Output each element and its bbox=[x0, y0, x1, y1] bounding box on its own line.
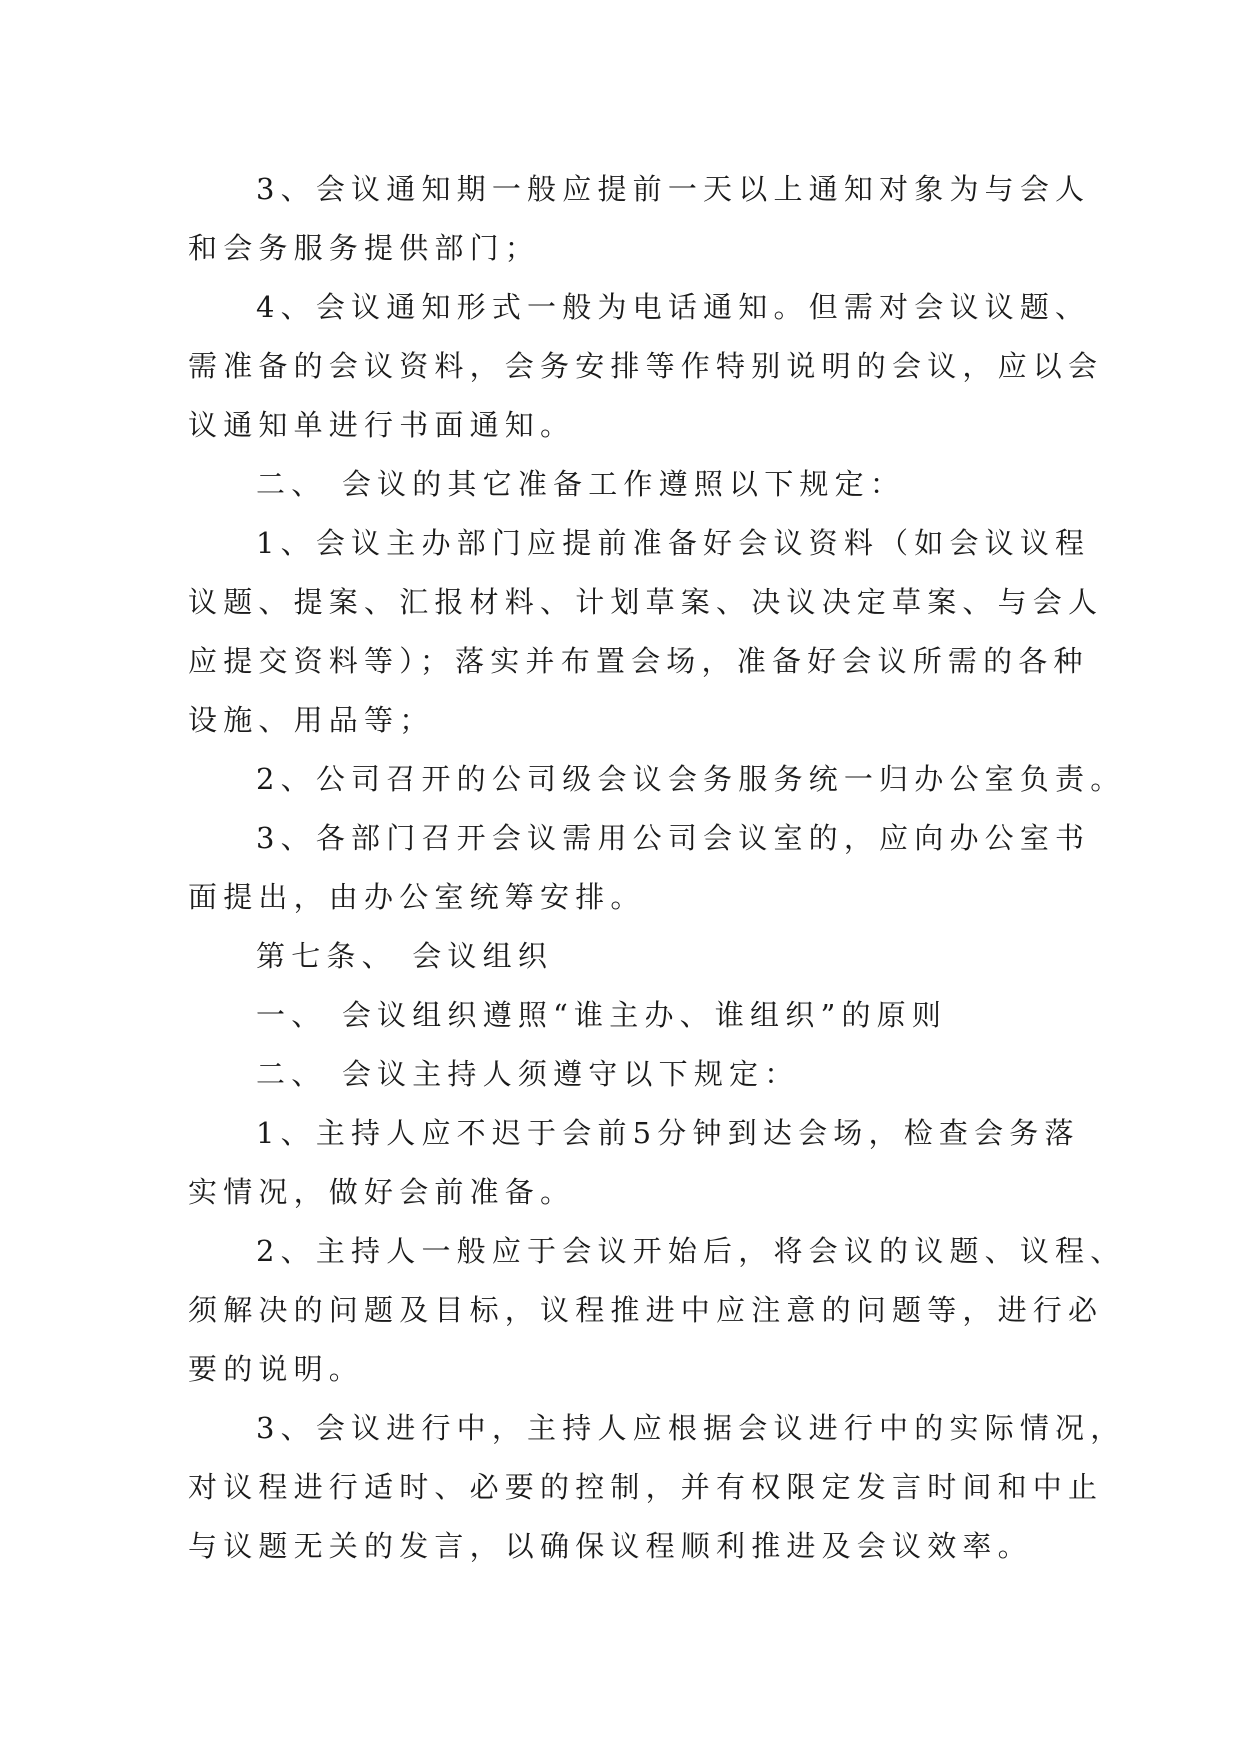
text-line: 3、各部门召开会议需用公司会议室的，应向办公室书 bbox=[256, 821, 1091, 855]
text-line: 与议题无关的发言，以确保议程顺利推进及会议效率。 bbox=[188, 1529, 1033, 1563]
text-line: 要的说明。 bbox=[188, 1352, 365, 1386]
text-line: 1、会议主办部门应提前准备好会议资料（如会议议程 bbox=[256, 526, 1091, 560]
text-line: 应提交资料等）；落实并布置会场，准备好会议所需的各种 bbox=[188, 644, 1089, 678]
text-line: 设施、用品等； bbox=[188, 703, 435, 737]
text-line: 和会务服务提供部门； bbox=[188, 231, 541, 265]
text-line: 须解决的问题及目标，议程推进中应注意的问题等，进行必 bbox=[188, 1293, 1104, 1327]
text-line: 对议程进行适时、必要的控制，并有权限定发言时间和中止 bbox=[188, 1470, 1104, 1504]
text-line: 需准备的会议资料，会务安排等作特别说明的会议，应以会 bbox=[188, 349, 1104, 383]
text-line: 2、公司召开的公司级会议会务服务统一归办公室负责。 bbox=[256, 762, 1126, 796]
section-heading: 一、 会议组织遵照“谁主办、谁组织”的原则 bbox=[256, 998, 948, 1032]
text-line: 实情况，做好会前准备。 bbox=[188, 1175, 576, 1209]
text-line: 2、主持人一般应于会议开始后，将会议的议题、议程、 bbox=[256, 1234, 1126, 1268]
article-heading: 第七条、 会议组织 bbox=[256, 939, 554, 973]
text-line: 3、会议通知期一般应提前一天以上通知对象为与会人 bbox=[256, 172, 1091, 206]
section-heading: 二、 会议的其它准备工作遵照以下规定： bbox=[256, 467, 906, 501]
text-line: 3、会议进行中，主持人应根据会议进行中的实际情况， bbox=[256, 1411, 1126, 1445]
text-line: 1、主持人应不迟于会前5分钟到达会场，检查会务落 bbox=[256, 1116, 1080, 1150]
text-line: 议题、提案、汇报材料、计划草案、决议决定草案、与会人 bbox=[188, 585, 1104, 619]
document-body bbox=[188, 160, 1126, 1576]
section-heading: 二、 会议主持人须遵守以下规定： bbox=[256, 1057, 800, 1091]
text-line: 4、会议通知形式一般为电话通知。但需对会议议题、 bbox=[256, 290, 1091, 324]
text-line: 议通知单进行书面通知。 bbox=[188, 408, 576, 442]
text-line: 面提出，由办公室统筹安排。 bbox=[188, 880, 646, 914]
